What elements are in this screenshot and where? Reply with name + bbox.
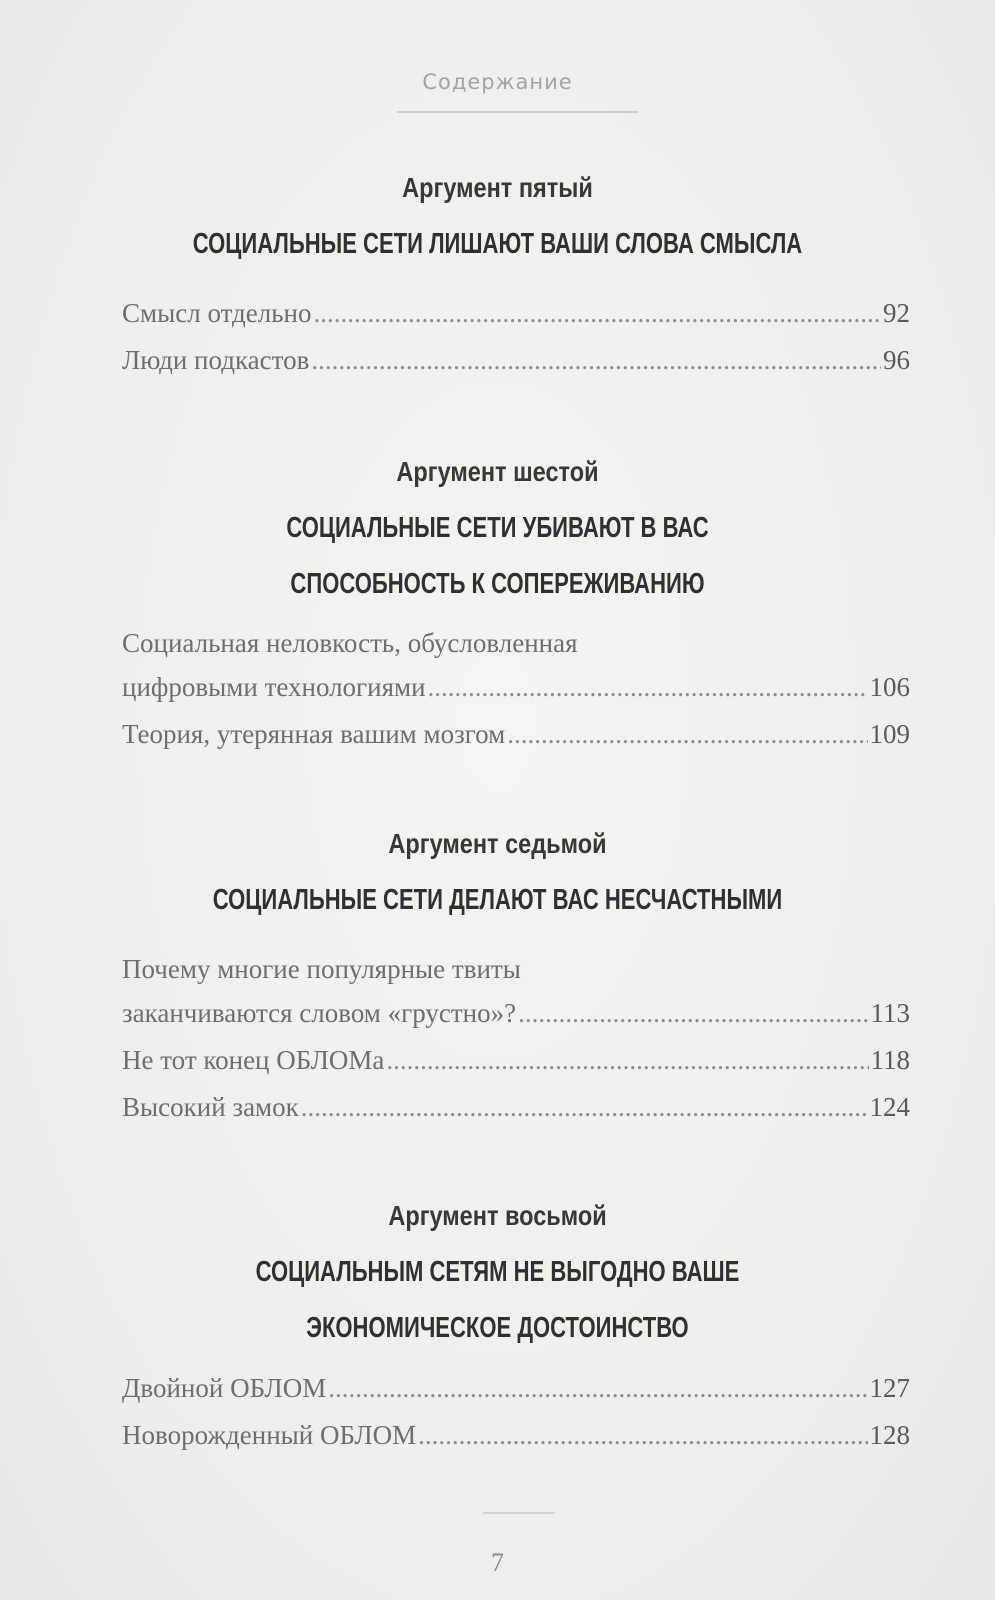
argument-title-line: СПОСОБНОСТЬ К СОПЕРЕЖИВАНИЮ: [290, 568, 705, 600]
toc-entry-page: 113: [870, 998, 910, 1028]
leader-dots: [314, 290, 882, 337]
toc-entry-title: заканчиваются словом «грустно»?: [122, 998, 517, 1028]
leader-dots: [311, 337, 881, 384]
toc-entry-title-line: Социальная неловкость, обусловленная: [122, 628, 578, 658]
toc-entry-title: цифровыми технологиями: [122, 672, 426, 702]
toc-entry[interactable]: [122, 1365, 910, 1412]
toc-section-7: [0, 824, 995, 928]
toc-entry-title: Не тот конец ОБЛОМа: [122, 1045, 385, 1075]
toc-entry[interactable]: [122, 337, 910, 384]
page-number: 7: [491, 1548, 504, 1577]
leader-dots: [428, 664, 868, 711]
toc-entry-title-line: Почему многие популярные твиты: [122, 954, 521, 984]
running-head-rule: [397, 111, 638, 113]
toc-entry-title: Двойной ОБЛОМ: [122, 1373, 327, 1403]
toc-entry-page: 106: [869, 672, 910, 702]
argument-title-line: СОЦИАЛЬНЫЕ СЕТИ УБИВАЮТ В ВАС: [286, 512, 709, 544]
folio-rule: [483, 1512, 555, 1514]
toc-entry-title: Люди подкастов: [122, 345, 310, 375]
toc-entries-6: [122, 622, 910, 758]
argument-title-line: СОЦИАЛЬНЫЕ СЕТИ ЛИШАЮТ ВАШИ СЛОВА СМЫСЛА: [192, 228, 803, 260]
toc-entry-page: 109: [869, 719, 910, 749]
toc-entry-title: Теория, утерянная вашим мозгом: [122, 719, 506, 749]
toc-entry-title: Высокий замок: [122, 1092, 299, 1122]
argument-title-line: СОЦИАЛЬНЫМ СЕТЯМ НЕ ВЫГОДНО ВАШЕ: [255, 1256, 740, 1288]
toc-entry[interactable]: [122, 290, 910, 337]
argument-label: Аргумент восьмой: [388, 1200, 607, 1231]
leader-dots: [386, 1037, 868, 1084]
leader-dots: [518, 990, 868, 1037]
toc-entries-8: [122, 1365, 910, 1459]
argument-label: Аргумент пятый: [402, 172, 593, 203]
toc-entry-title: Смысл отдельно: [122, 298, 312, 328]
toc-entry-page: 92: [883, 298, 910, 328]
toc-section-6: [0, 452, 995, 612]
toc-entry[interactable]: [122, 622, 910, 711]
toc-entries-7: [122, 948, 910, 1131]
toc-entry[interactable]: [122, 1084, 910, 1131]
toc-entry-page: 127: [869, 1373, 910, 1403]
argument-label: Аргумент шестой: [396, 456, 599, 487]
toc-entries-5: [122, 290, 910, 384]
toc-entry[interactable]: [122, 711, 910, 758]
toc-entry[interactable]: [122, 1037, 910, 1084]
leader-dots: [328, 1365, 867, 1412]
toc-entry-page: 118: [870, 1045, 910, 1075]
running-head: Содержание: [422, 70, 573, 94]
toc-entry[interactable]: [122, 1412, 910, 1459]
toc-section-5: [0, 168, 995, 272]
leader-dots: [507, 711, 867, 758]
toc-entry-page: 124: [869, 1092, 910, 1122]
argument-label: Аргумент седьмой: [388, 828, 607, 859]
argument-title-line: ЭКОНОМИЧЕСКОЕ ДОСТОИНСТВО: [306, 1312, 689, 1344]
leader-dots: [301, 1084, 868, 1131]
toc-entry-page: 96: [883, 345, 910, 375]
leader-dots: [418, 1412, 867, 1459]
toc-entry-title: Новорожденный ОБЛОМ: [122, 1420, 417, 1450]
toc-entry-page: 128: [869, 1420, 910, 1450]
toc-section-8: [0, 1196, 995, 1356]
toc-entry[interactable]: [122, 948, 910, 1037]
argument-title-line: СОЦИАЛЬНЫЕ СЕТИ ДЕЛАЮТ ВАС НЕСЧАСТНЫМИ: [212, 884, 783, 916]
